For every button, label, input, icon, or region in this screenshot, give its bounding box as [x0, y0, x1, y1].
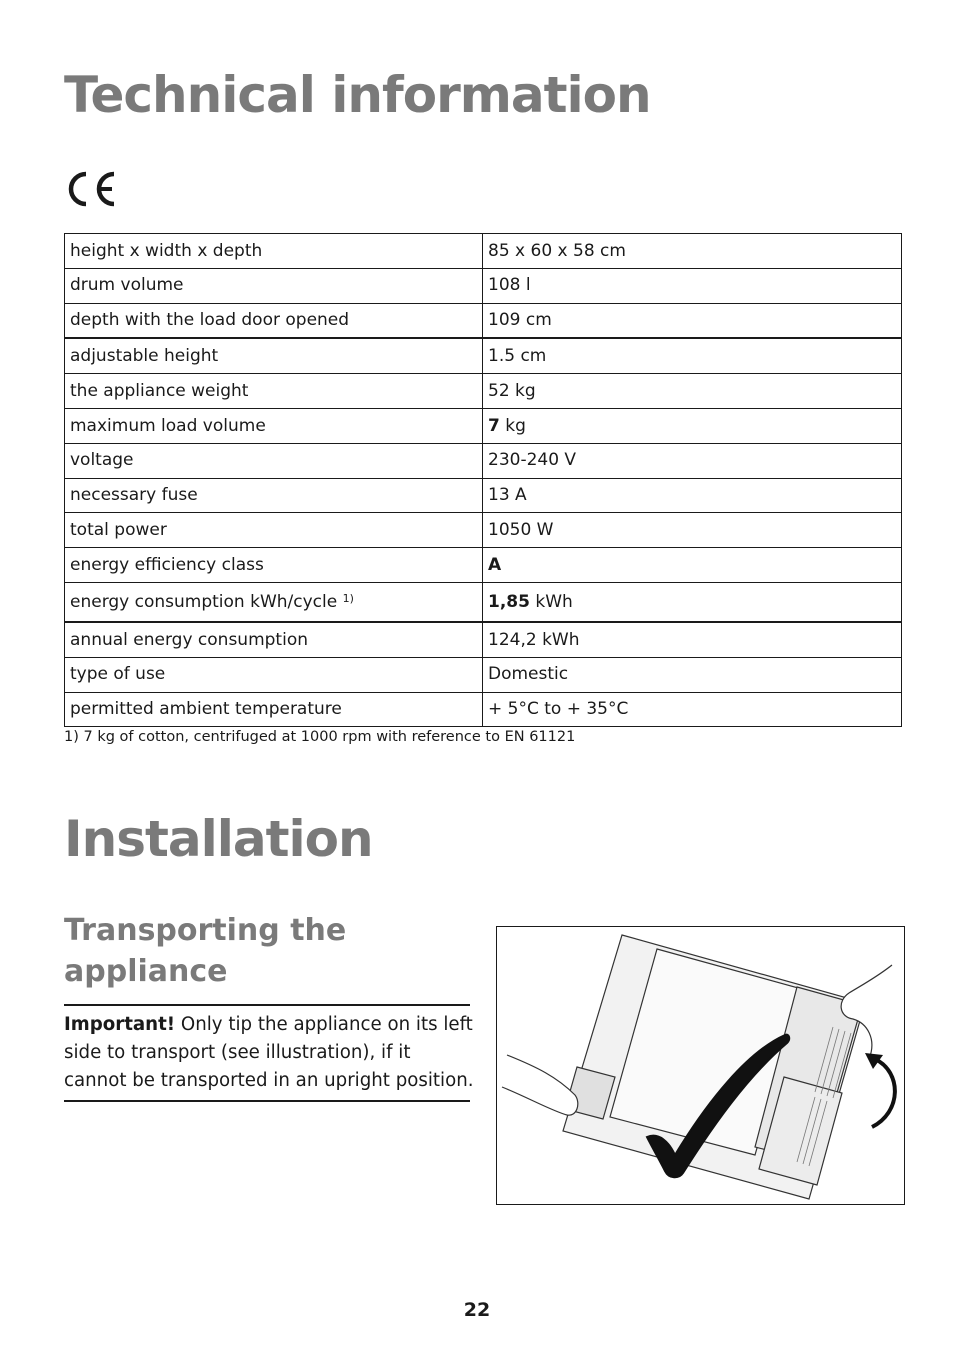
spec-value-bold: 7 [488, 415, 500, 436]
spec-label: permitted ambient temperature [65, 692, 483, 727]
spec-table [64, 233, 902, 727]
table-row [65, 338, 902, 373]
spec-value: 52 kg [483, 374, 902, 409]
spec-label: energy efficiency class [65, 548, 483, 583]
spec-value [483, 408, 902, 443]
spec-value: 85 x 60 x 58 cm [483, 234, 902, 269]
transport-illustration [496, 926, 905, 1205]
spec-value-unit: kg [499, 415, 526, 436]
divider [64, 1004, 470, 1006]
title-technical-information: Technical information [64, 66, 651, 124]
heading-line: Transporting the [64, 913, 347, 948]
spec-value: 230-240 V [483, 443, 902, 478]
tilted-appliance-drawing [497, 927, 905, 1205]
spec-label: height x width x depth [65, 234, 483, 269]
heading-line: appliance [64, 954, 228, 989]
table-row [65, 408, 902, 443]
spec-label: annual energy consumption [65, 622, 483, 657]
spec-label-text: energy consumption kWh/cycle [70, 591, 343, 612]
page-number: 22 [463, 1299, 491, 1321]
spec-value: 109 cm [483, 303, 902, 338]
spec-value [483, 582, 902, 622]
table-row [65, 548, 902, 583]
divider [64, 1100, 470, 1102]
spec-value: + 5°C to + 35°C [483, 692, 902, 727]
spec-value: 13 A [483, 478, 902, 513]
table-row [65, 443, 902, 478]
spec-label: the appliance weight [65, 374, 483, 409]
section-heading-transporting [64, 910, 464, 992]
table-row [65, 692, 902, 727]
spec-value: 1050 W [483, 513, 902, 548]
table-row [65, 374, 902, 409]
ce-mark-icon [64, 170, 118, 208]
spec-label [65, 582, 483, 622]
spec-value: 124,2 kWh [483, 622, 902, 657]
title-installation: Installation [64, 810, 373, 868]
table-row [65, 478, 902, 513]
spec-value: 1.5 cm [483, 338, 902, 373]
spec-label: voltage [65, 443, 483, 478]
table-row [65, 234, 902, 269]
spec-value [483, 548, 902, 583]
spec-value-bold: A [488, 554, 502, 575]
spec-label: drum volume [65, 268, 483, 303]
table-row [65, 268, 902, 303]
table-row [65, 582, 902, 622]
spec-value: 108 l [483, 268, 902, 303]
spec-value: Domestic [483, 657, 902, 692]
table-row [65, 657, 902, 692]
table-row [65, 303, 902, 338]
spec-label: maximum load volume [65, 408, 483, 443]
spec-label: depth with the load door opened [65, 303, 483, 338]
rotate-arrow-icon [872, 1059, 895, 1127]
spec-label: adjustable height [65, 338, 483, 373]
important-label: Important! [64, 1014, 176, 1035]
table-row [65, 622, 902, 657]
footnote-marker: 1) [342, 591, 354, 605]
spec-value-unit: kWh [529, 591, 573, 612]
spec-label: total power [65, 513, 483, 548]
spec-value-bold: 1,85 [488, 591, 530, 612]
spec-label: type of use [65, 657, 483, 692]
table-row [65, 513, 902, 548]
table-footnote: 1) 7 kg of cotton, centrifuged at 1000 rpm with reference to EN 61121 [64, 729, 576, 745]
important-text: Only tip the appliance on its left side to transport (see illustration), if it cannot be transported in an upright position. [64, 1014, 474, 1091]
spec-label: necessary fuse [65, 478, 483, 513]
important-note [64, 1011, 474, 1095]
